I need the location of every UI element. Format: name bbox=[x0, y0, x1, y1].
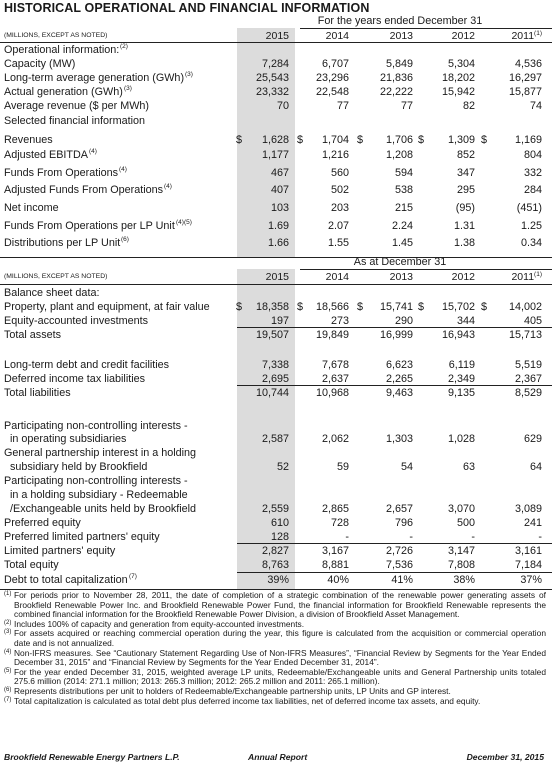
footnote-ref: (4) bbox=[89, 148, 97, 155]
footnote-text: Represents distributions per unit to holders of Redeemable/Exchangeable partnership units, LP Units and GP interest. bbox=[14, 685, 451, 696]
table-cell: 2,865 bbox=[321, 503, 349, 515]
table-row bbox=[0, 148, 552, 162]
footnote-text: For the year ended December 31, 2015, weighted average LP units, Redeemable/Exchangeable units and General Partnership units totaled 275.6 million (2014: 271.1 million; 2013: 265.3 million; 2012: 265.2 million and 2011: 265.1 million). bbox=[14, 666, 546, 687]
table-cell: 1,706 bbox=[385, 134, 413, 146]
table-row bbox=[0, 502, 552, 516]
table-cell: 7,184 bbox=[514, 559, 542, 571]
table-row bbox=[0, 99, 552, 113]
year-header: 2012 bbox=[451, 30, 475, 42]
row-label: Long-term debt and credit facilities bbox=[4, 359, 170, 371]
table-cell: 1,169 bbox=[514, 134, 542, 146]
table-row bbox=[0, 488, 552, 502]
table-cell: 19,507 bbox=[255, 329, 289, 341]
dollar-sign: $ bbox=[236, 301, 243, 313]
subtotal-rule bbox=[237, 327, 552, 328]
table-cell: 63 bbox=[462, 461, 475, 473]
year-header: 2014 bbox=[325, 271, 349, 283]
table-cell: 344 bbox=[456, 315, 475, 327]
table-cell: 37% bbox=[520, 574, 542, 586]
table-cell: 852 bbox=[456, 149, 475, 161]
table-row bbox=[0, 530, 552, 544]
footnote-ref: (2) bbox=[120, 43, 128, 50]
page-title: HISTORICAL OPERATIONAL AND FINANCIAL INFORMATION bbox=[4, 1, 370, 15]
table-cell: 2,062 bbox=[321, 433, 349, 445]
table-cell: 18,566 bbox=[315, 301, 349, 313]
footnote-text: For assets acquired or reaching commercial operation during the year, this figure is calculated from the acquisition or commercial operation date and is not annualized. bbox=[14, 628, 546, 648]
table-cell: 39% bbox=[267, 574, 289, 586]
table-cell: 21,836 bbox=[379, 72, 413, 84]
dollar-sign: $ bbox=[357, 134, 364, 146]
row-label: Average revenue ($ per MWh) bbox=[4, 100, 150, 112]
section1-year-header bbox=[0, 29, 552, 43]
dollar-sign: $ bbox=[236, 134, 243, 146]
footnote-text: Non-IFRS measures. See “Cautionary Statement Regarding Use of Non-IFRS Measures”, “Financial Review by Segments for the Year Ended December 31, 2015” and “Financial Review by Segments for the Year Ended December 31, 2014”. bbox=[14, 647, 546, 668]
dollar-sign: $ bbox=[418, 301, 425, 313]
footnote-marker: (1) bbox=[4, 591, 12, 597]
footnote-ref: (3) bbox=[185, 71, 193, 78]
row-label: Total liabilities bbox=[4, 387, 71, 399]
units-note: (MILLIONS, EXCEPT AS NOTED) bbox=[4, 273, 108, 280]
table-cell: 2,587 bbox=[261, 433, 289, 445]
table-cell: 728 bbox=[330, 517, 349, 529]
table-row bbox=[0, 372, 552, 386]
table-row bbox=[0, 544, 552, 558]
table-row bbox=[0, 166, 552, 180]
footnote-marker: (4) bbox=[4, 648, 12, 655]
table-cell: 77 bbox=[400, 100, 413, 112]
table-cell: 1.31 bbox=[453, 220, 475, 232]
table-cell: 1.69 bbox=[267, 220, 289, 232]
year-header: 2011$^{(1)}$ bbox=[511, 271, 542, 283]
table-cell: 54 bbox=[400, 461, 413, 473]
footnote-marker: (2) bbox=[4, 619, 12, 626]
table-cell: 10,968 bbox=[315, 387, 349, 399]
table-cell: 5,519 bbox=[514, 359, 542, 371]
table-cell: 23,332 bbox=[255, 86, 289, 98]
footer-report: Annual Report bbox=[248, 752, 308, 762]
row-label: Actual generation (GWh) bbox=[4, 86, 123, 98]
table-cell: 15,713 bbox=[508, 329, 542, 341]
row-label: Operational information: bbox=[4, 44, 120, 56]
year-header: 2014 bbox=[325, 30, 349, 42]
table-row bbox=[0, 558, 552, 572]
row-label: Net income bbox=[4, 202, 59, 214]
dollar-sign: $ bbox=[418, 134, 425, 146]
row-label: in a holding subsidiary - Redeemable bbox=[10, 489, 188, 501]
table-cell: 3,070 bbox=[447, 503, 475, 515]
table-cell: 1,177 bbox=[261, 149, 289, 161]
table-cell: - bbox=[409, 531, 413, 543]
table-row bbox=[0, 460, 552, 474]
table-row bbox=[0, 314, 552, 328]
table-cell: 290 bbox=[394, 315, 413, 327]
dollar-sign: $ bbox=[481, 134, 488, 146]
table-cell: 1,303 bbox=[385, 433, 413, 445]
table-cell: (451) bbox=[516, 202, 542, 214]
table-cell: 1,704 bbox=[321, 134, 349, 146]
table-cell: 405 bbox=[523, 315, 542, 327]
footnote-marker: (3) bbox=[4, 629, 12, 636]
table-row bbox=[0, 419, 552, 433]
table-cell: 7,808 bbox=[447, 559, 475, 571]
table-cell: 594 bbox=[394, 167, 413, 179]
footnote-marker: (5) bbox=[4, 667, 12, 674]
footer-company: Brookfield Renewable Energy Partners L.P. bbox=[4, 752, 180, 762]
table-row bbox=[0, 71, 552, 85]
table-cell: 52 bbox=[276, 461, 289, 473]
row-label: in operating subsidiaries bbox=[10, 433, 127, 445]
row-label: Funds From Operations per LP Unit bbox=[4, 220, 175, 232]
table-cell: 8,763 bbox=[261, 559, 289, 571]
table-cell: 16,297 bbox=[508, 72, 542, 84]
table-row bbox=[0, 183, 552, 197]
section1-period-header: For the years ended December 31 bbox=[317, 15, 483, 27]
table-cell: 2.24 bbox=[391, 220, 413, 232]
table-cell: 197 bbox=[270, 315, 289, 327]
footnote bbox=[0, 668, 552, 687]
row-label: Total equity bbox=[4, 559, 59, 571]
table-cell: 796 bbox=[394, 517, 413, 529]
table-cell: 3,161 bbox=[514, 545, 542, 557]
table-cell: 8,881 bbox=[321, 559, 349, 571]
footnote-ref: (3) bbox=[124, 85, 132, 92]
table-cell: 3,167 bbox=[321, 545, 349, 557]
footer-date: December 31, 2015 bbox=[466, 752, 544, 762]
table-row bbox=[0, 446, 552, 460]
subtotal-rule bbox=[237, 543, 552, 544]
footnote-ref: (7) bbox=[129, 573, 137, 580]
row-label: subsidiary held by Brookfield bbox=[10, 461, 148, 473]
section2-year-header bbox=[0, 270, 552, 284]
table-row bbox=[0, 358, 552, 372]
year-header: 2013 bbox=[389, 30, 413, 42]
dollar-sign: $ bbox=[481, 301, 488, 313]
table-cell: 467 bbox=[270, 167, 289, 179]
table-cell: 5,849 bbox=[385, 58, 413, 70]
table-cell: 7,338 bbox=[261, 359, 289, 371]
row-label: Total assets bbox=[4, 329, 62, 341]
year-header: 2015 bbox=[265, 271, 289, 283]
table-cell: 2,827 bbox=[261, 545, 289, 557]
table-cell: 1,208 bbox=[385, 149, 413, 161]
footnote-ref: (4) bbox=[119, 166, 127, 173]
section2-period-header: As at December 31 bbox=[353, 256, 447, 268]
table-cell: 2,637 bbox=[321, 373, 349, 385]
table-cell: 2,349 bbox=[447, 373, 475, 385]
table-cell: 16,943 bbox=[441, 329, 475, 341]
table-cell: 1,216 bbox=[321, 149, 349, 161]
table-cell: 103 bbox=[270, 202, 289, 214]
table-cell: 241 bbox=[523, 517, 542, 529]
table-cell: 4,536 bbox=[514, 58, 542, 70]
row-label: Equity-accounted investments bbox=[4, 315, 149, 327]
table-cell: 1.38 bbox=[453, 237, 475, 249]
table-cell: 203 bbox=[330, 202, 349, 214]
table-cell: - bbox=[471, 531, 475, 543]
table-cell: 15,702 bbox=[441, 301, 475, 313]
row-label: Revenues bbox=[4, 134, 53, 146]
table-cell: 2,657 bbox=[385, 503, 413, 515]
subtotal-rule bbox=[237, 385, 552, 386]
table-cell: 14,002 bbox=[508, 301, 542, 313]
row-label: Limited partners' equity bbox=[4, 545, 116, 557]
table-cell: 18,202 bbox=[441, 72, 475, 84]
footnote-text: For periods prior to November 28, 2011, the date of completion of a strategic combination of the renewable power generating assets of Brookfield Renewable Power Inc. and Brookfield Renewable Power Fund, the financial information for Brookfield Renewable represents the combined financial information for the Brookfield Renewable Power Division, a division of Brookfield Asset Management. bbox=[14, 590, 546, 620]
table-cell: 5,304 bbox=[447, 58, 475, 70]
row-label: Selected financial information bbox=[4, 115, 146, 127]
table-cell: 25,543 bbox=[255, 72, 289, 84]
table-cell: - bbox=[345, 531, 349, 543]
table-cell: 1.55 bbox=[327, 237, 349, 249]
footnote-text: Total capitalization is calculated as total debt plus deferred income tax liabilities, net of deferred income tax assets, and equity. bbox=[14, 695, 481, 706]
row-label: Participating non-controlling interests - bbox=[4, 475, 188, 487]
table-row bbox=[0, 516, 552, 530]
table-cell: 7,678 bbox=[321, 359, 349, 371]
table-cell: 3,089 bbox=[514, 503, 542, 515]
dollar-sign: $ bbox=[357, 301, 364, 313]
table-row bbox=[0, 219, 552, 233]
table-cell: 273 bbox=[330, 315, 349, 327]
table-cell: 1,028 bbox=[447, 433, 475, 445]
table-cell: 500 bbox=[456, 517, 475, 529]
table-cell: 3,147 bbox=[447, 545, 475, 557]
footnote-text: Includes 100% of capacity and generation from equity-accounted investments. bbox=[14, 618, 305, 629]
table-cell: 2,367 bbox=[514, 373, 542, 385]
table-cell: 70 bbox=[276, 100, 289, 112]
row-label: Adjusted Funds From Operations bbox=[4, 184, 164, 196]
table-cell: 18,358 bbox=[255, 301, 289, 313]
table-cell: 2.07 bbox=[327, 220, 349, 232]
footnote-marker: (6) bbox=[4, 686, 12, 693]
table-cell: 128 bbox=[270, 531, 289, 543]
row-label: Property, plant and equipment, at fair value bbox=[4, 301, 210, 313]
table-row bbox=[0, 85, 552, 99]
table-cell: 1.25 bbox=[520, 220, 542, 232]
table-cell: 74 bbox=[529, 100, 542, 112]
table-cell: 2,265 bbox=[385, 373, 413, 385]
footnote-ref: (6) bbox=[121, 236, 129, 243]
table-cell: 6,119 bbox=[448, 359, 475, 371]
table-cell: 10,744 bbox=[255, 387, 289, 399]
table-cell: (95) bbox=[455, 202, 475, 214]
table-cell: 22,548 bbox=[315, 86, 349, 98]
table-cell: 0.34 bbox=[520, 237, 542, 249]
row-label: Participating non-controlling interests - bbox=[4, 420, 188, 432]
table-cell: 38% bbox=[453, 574, 475, 586]
table-cell: 610 bbox=[270, 517, 289, 529]
footnote bbox=[0, 649, 552, 668]
table-cell: 629 bbox=[523, 433, 542, 445]
footnote bbox=[0, 697, 552, 707]
table-row bbox=[0, 133, 552, 147]
row-label: Adjusted EBITDA bbox=[4, 149, 89, 161]
table-cell: 9,135 bbox=[447, 387, 475, 399]
table-cell: 15,942 bbox=[441, 86, 475, 98]
table-cell: 2,726 bbox=[385, 545, 413, 557]
table-cell: 40% bbox=[327, 574, 349, 586]
table-cell: 538 bbox=[394, 184, 413, 196]
table-cell: 6,623 bbox=[385, 359, 413, 371]
table-cell: 15,741 bbox=[379, 301, 413, 313]
table-cell: 7,536 bbox=[385, 559, 413, 571]
table-cell: 1.45 bbox=[391, 237, 413, 249]
footnote bbox=[0, 591, 552, 620]
footnote-ref: (4)(5) bbox=[176, 219, 192, 226]
dollar-sign: $ bbox=[297, 301, 304, 313]
table-cell: 1.66 bbox=[267, 237, 289, 249]
row-label: Preferred limited partners' equity bbox=[4, 531, 160, 543]
footnote-marker: (7) bbox=[4, 696, 12, 703]
table-row bbox=[0, 573, 552, 587]
table-cell: 2,559 bbox=[261, 503, 289, 515]
table-row bbox=[0, 300, 552, 314]
table-row bbox=[0, 201, 552, 215]
footnote-ref: (4) bbox=[164, 183, 172, 190]
table-row bbox=[0, 474, 552, 488]
table-cell: 6,707 bbox=[321, 58, 349, 70]
row-label: Debt to total capitalization bbox=[4, 574, 128, 586]
subtotal-rule bbox=[237, 572, 552, 573]
table-cell: 8,529 bbox=[514, 387, 542, 399]
table-cell: 22,222 bbox=[379, 86, 413, 98]
table-cell: 1,628 bbox=[261, 134, 289, 146]
year-header: 2012 bbox=[451, 271, 475, 283]
table-cell: 15,877 bbox=[508, 86, 542, 98]
table-cell: 2,695 bbox=[261, 373, 289, 385]
table-cell: 332 bbox=[523, 167, 542, 179]
table-cell: 284 bbox=[523, 184, 542, 196]
row-label: Long-term average generation (GWh) bbox=[4, 72, 185, 84]
table-row bbox=[0, 328, 552, 342]
table-cell: 41% bbox=[391, 574, 413, 586]
year-header: 2013 bbox=[389, 271, 413, 283]
table-cell: 407 bbox=[270, 184, 289, 196]
table-cell: 23,296 bbox=[315, 72, 349, 84]
table-cell: 347 bbox=[456, 167, 475, 179]
row-label: Preferred equity bbox=[4, 517, 81, 529]
row-label: Deferred income tax liabilities bbox=[4, 373, 146, 385]
row-label: Funds From Operations bbox=[4, 167, 119, 179]
table-row bbox=[0, 43, 552, 57]
dollar-sign: $ bbox=[297, 134, 304, 146]
row-label: Capacity (MW) bbox=[4, 58, 76, 70]
table-row bbox=[0, 386, 552, 400]
table-cell: 1,309 bbox=[447, 134, 475, 146]
table-cell: 9,463 bbox=[385, 387, 413, 399]
footnote bbox=[0, 629, 552, 648]
table-row bbox=[0, 236, 552, 250]
year-header: 2015 bbox=[265, 30, 289, 42]
table-cell: 7,284 bbox=[261, 58, 289, 70]
year-header: 2011$^{(1)}$ bbox=[511, 30, 542, 42]
row-label: General partnership interest in a holding bbox=[4, 447, 197, 459]
table-cell: 16,999 bbox=[379, 329, 413, 341]
table-cell: 560 bbox=[330, 167, 349, 179]
footnotes bbox=[0, 591, 552, 706]
table-cell: - bbox=[538, 531, 542, 543]
row-label: Distributions per LP Unit bbox=[4, 237, 121, 249]
balance-sheet-heading: Balance sheet data: bbox=[4, 287, 100, 299]
table-row bbox=[0, 57, 552, 71]
table-cell: 215 bbox=[394, 202, 413, 214]
table-cell: 64 bbox=[529, 461, 542, 473]
table-cell: 502 bbox=[330, 184, 349, 196]
row-label: /Exchangeable units held by Brookfield bbox=[10, 503, 197, 515]
table-cell: 295 bbox=[456, 184, 475, 196]
table-cell: 77 bbox=[336, 100, 349, 112]
table-cell: 19,849 bbox=[315, 329, 349, 341]
units-note: (MILLIONS, EXCEPT AS NOTED) bbox=[4, 32, 108, 39]
table-row bbox=[0, 432, 552, 446]
header-underline bbox=[0, 284, 552, 285]
table-cell: 804 bbox=[523, 149, 542, 161]
table-row bbox=[0, 114, 552, 128]
table-cell: 82 bbox=[462, 100, 475, 112]
table-cell: 59 bbox=[336, 461, 349, 473]
